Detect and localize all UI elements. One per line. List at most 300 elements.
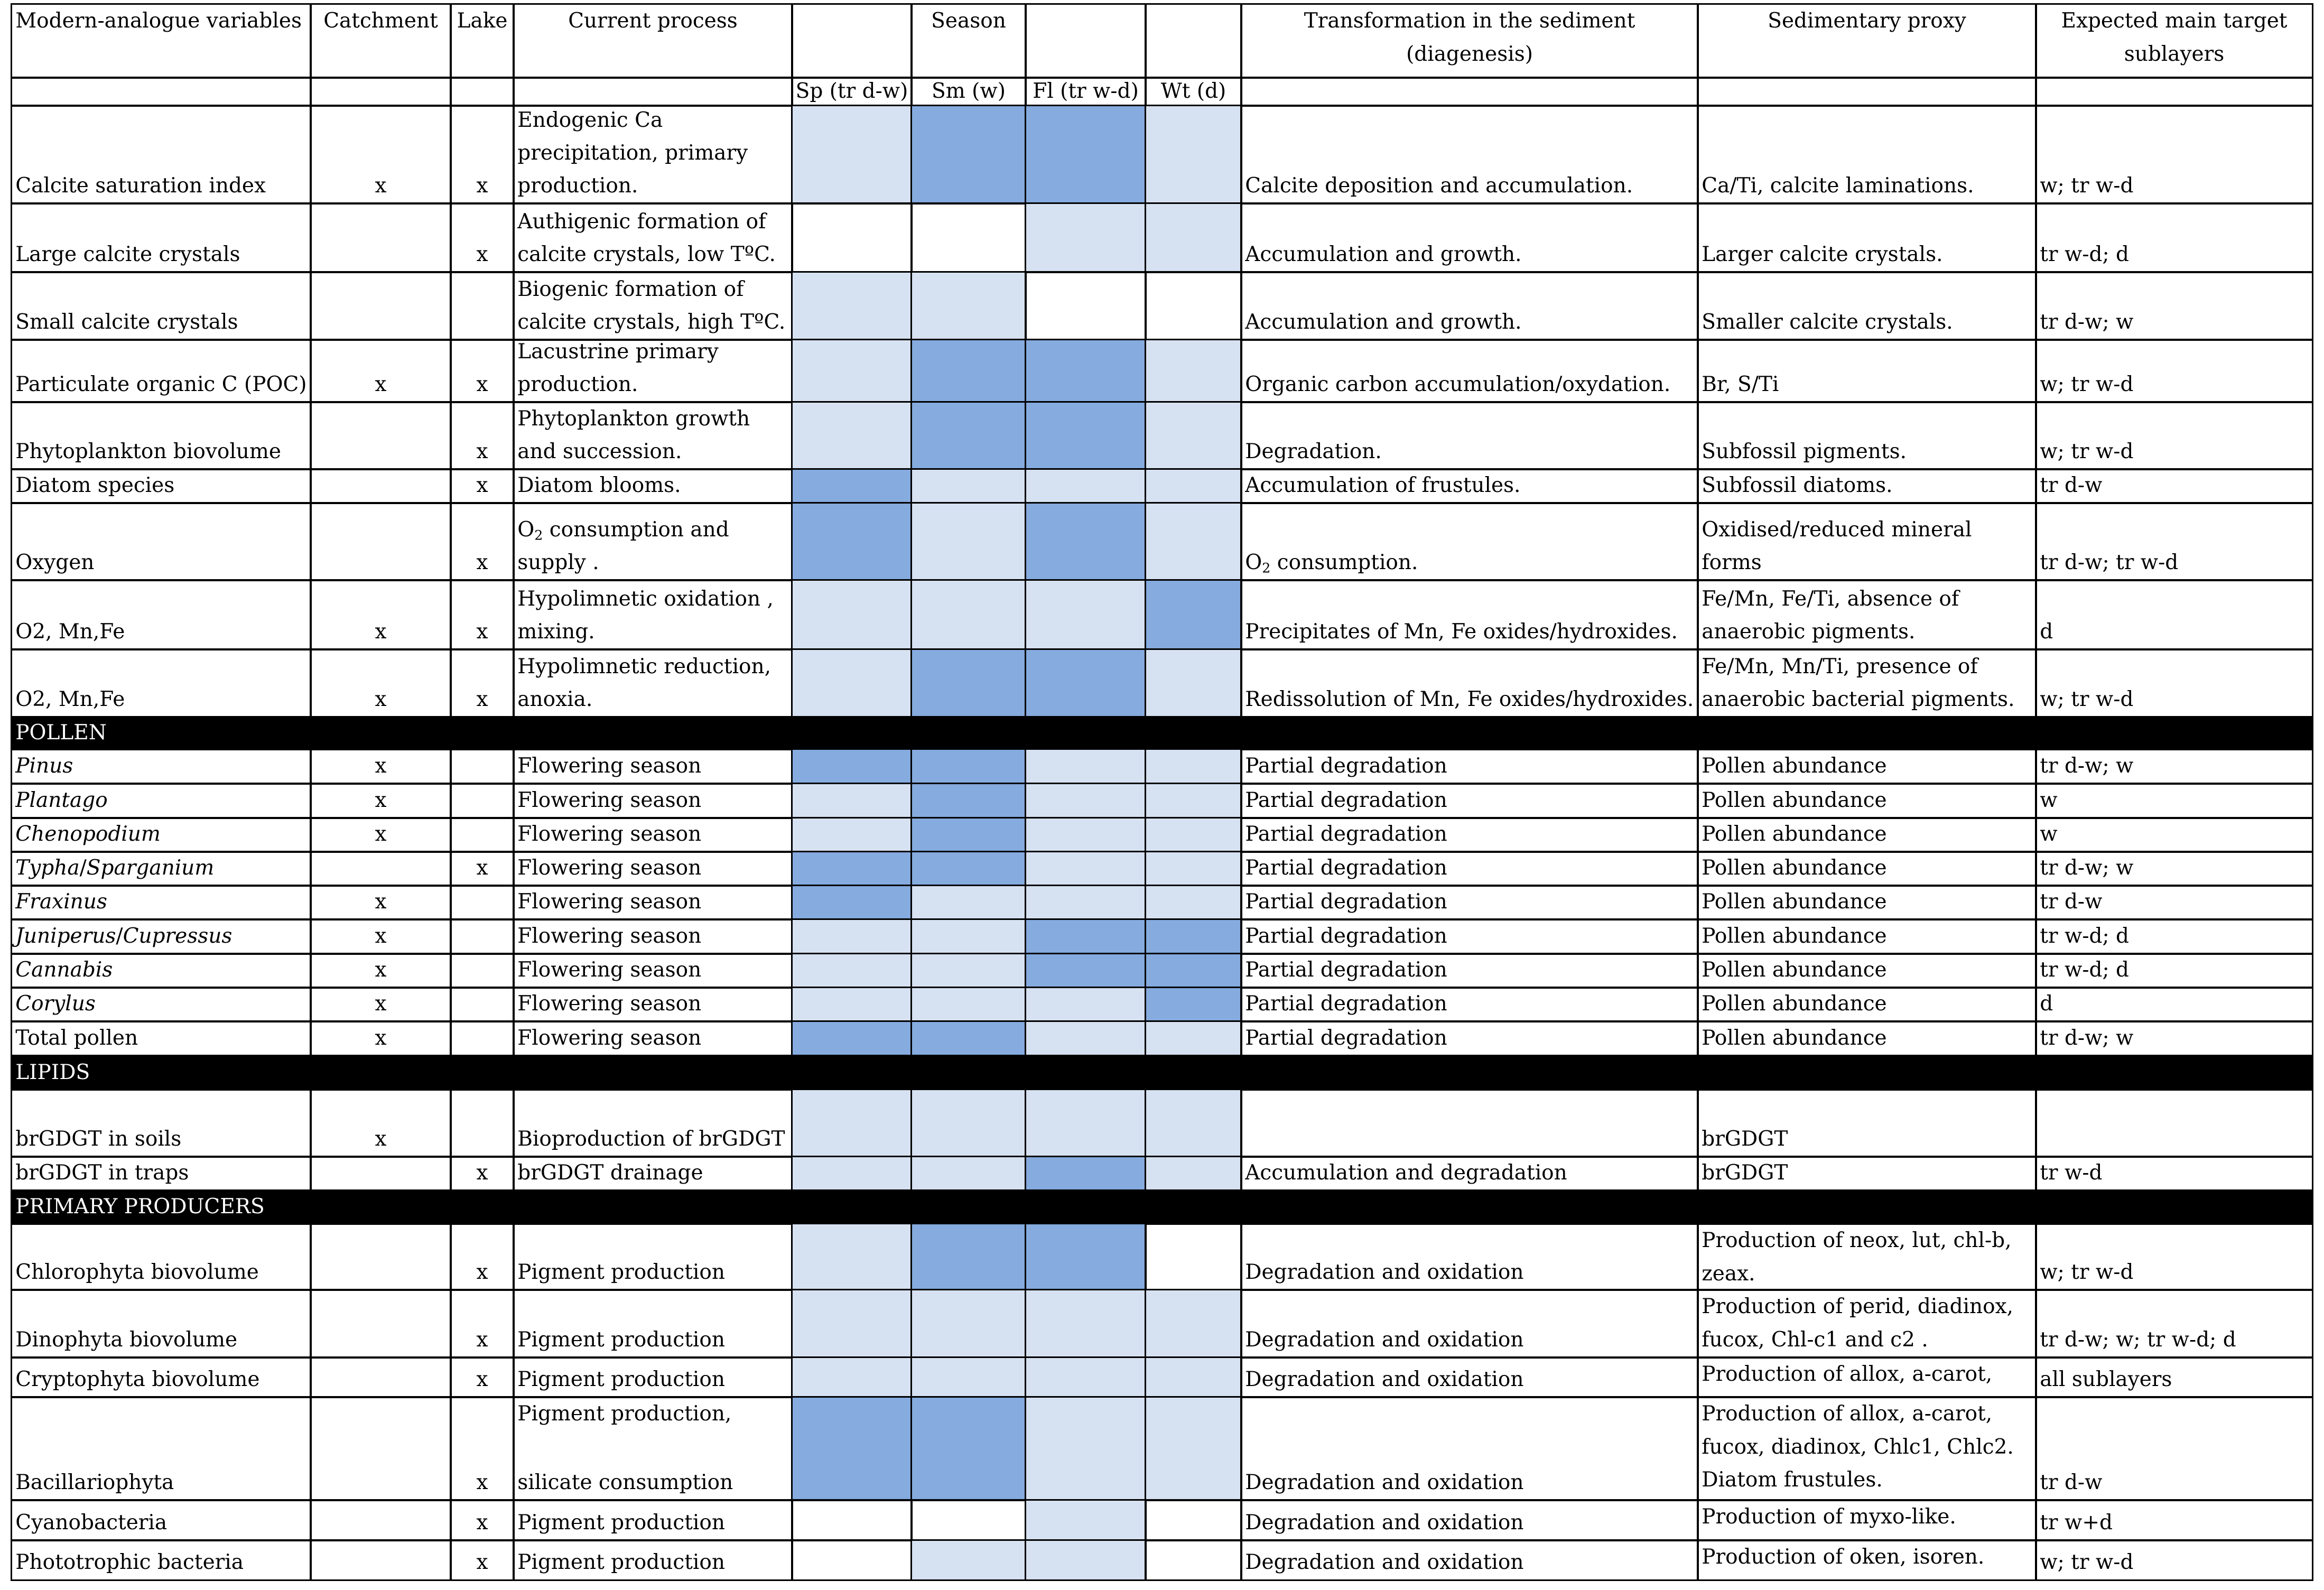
transformation-text: Partial degradation	[1245, 822, 1447, 847]
proxy-cell	[1697, 987, 2037, 1022]
variable-text: Corylus	[15, 992, 96, 1016]
variable-text: Total pollen	[15, 1026, 138, 1050]
transformation-cell	[1240, 1356, 1699, 1398]
lake-cell	[450, 1396, 515, 1501]
season-cell-spring	[791, 1396, 913, 1501]
header-blank-sp	[791, 3, 913, 79]
season-cell-spring	[791, 783, 913, 819]
season-cell-fall	[1025, 648, 1147, 718]
lake-cell	[450, 1499, 515, 1541]
season-cell-fall	[1025, 1539, 1147, 1581]
season-cell-summer	[910, 953, 1027, 989]
variable-text: O2, Mn,Fe	[15, 620, 125, 644]
variable-text: Oxygen	[15, 551, 95, 575]
section-header	[11, 1055, 2313, 1091]
catchment-mark: x	[375, 373, 387, 397]
season-col-label: Sm (w)	[932, 79, 1006, 104]
proxy-cell	[1697, 1499, 2037, 1541]
season-cell-fall	[1025, 1223, 1147, 1291]
transformation-cell	[1240, 1020, 1699, 1057]
proxy-cell	[1697, 401, 2037, 470]
process-cell	[513, 202, 793, 273]
variable-text: Cryptophyta biovolume	[15, 1368, 260, 1392]
catchment-mark: x	[375, 992, 387, 1016]
process-text: Flowering season	[517, 890, 702, 914]
target-text: w; tr w-d	[2040, 174, 2134, 198]
catchment-mark: x	[375, 1026, 387, 1050]
process-cell	[513, 1223, 793, 1291]
transformation-cell	[1240, 953, 1699, 989]
transformation-cell	[1240, 1396, 1699, 1501]
transformation-text: Accumulation and degradation	[1245, 1161, 1567, 1185]
variable-text-sep: /	[116, 924, 123, 949]
lake-mark: x	[476, 1550, 488, 1575]
variable-text: Fraxinus	[15, 890, 107, 914]
variable-text: Diatom species	[15, 473, 175, 498]
header-process[interactable]	[513, 3, 793, 79]
header-variables-label: Modern-analogue variables	[15, 9, 302, 33]
proxy-text: brGDGT	[1702, 1161, 1788, 1185]
lake-cell	[450, 817, 515, 853]
season-cell-fall	[1025, 105, 1147, 204]
target-text: tr w-d; d	[2040, 243, 2129, 267]
catchment-mark: x	[375, 822, 387, 847]
season-cell-fall	[1025, 918, 1147, 955]
process-cell	[513, 1156, 793, 1192]
process-cell	[513, 1089, 793, 1158]
season-cell-fall	[1025, 579, 1147, 650]
section-title: PRIMARY PRODUCERS	[15, 1195, 265, 1219]
transformation-cell	[1240, 851, 1699, 887]
transformation-text	[1245, 546, 1694, 579]
process-text: Flowering season	[517, 1026, 702, 1050]
variable-cell[interactable]	[11, 202, 312, 273]
catchment-cell	[310, 1396, 452, 1501]
process-text-sub: 2	[534, 527, 543, 543]
proxy-text: Smaller calcite crystals.	[1702, 310, 1953, 334]
target-text: tr w-d; d	[2040, 924, 2129, 949]
transformation-text: Accumulation and growth.	[1245, 243, 1522, 267]
process-cell	[513, 748, 793, 785]
header-season[interactable]	[910, 3, 1027, 79]
season-cell-spring	[791, 468, 913, 504]
season-cell-summer	[910, 748, 1027, 785]
proxy-cell	[1697, 918, 2037, 955]
season-cell-winter	[1145, 953, 1242, 989]
season-col-label: Wt (d)	[1160, 79, 1226, 104]
variable-cell[interactable]	[11, 1223, 312, 1291]
season-cell-summer	[910, 339, 1027, 403]
proxy-cell	[1697, 851, 2037, 887]
catchment-cell	[310, 339, 452, 403]
transformation-cell	[1240, 885, 1699, 920]
season-col-2[interactable]	[1025, 77, 1147, 107]
target-text: w; tr w-d	[2040, 687, 2134, 712]
proxy-cell	[1697, 748, 2037, 785]
target-cell	[2035, 953, 2313, 989]
proxy-cell	[1697, 579, 2037, 650]
catchment-cell	[310, 817, 452, 853]
season-cell-fall	[1025, 468, 1147, 504]
lake-cell	[450, 885, 515, 920]
variable-cell[interactable]	[11, 1089, 312, 1158]
proxy-cell	[1697, 953, 2037, 989]
variable-cell[interactable]	[11, 1499, 312, 1541]
subheader-blank	[11, 77, 312, 107]
header-catchment-label: Catchment	[323, 9, 438, 33]
process-text: Endogenic Ca precipitation, primary production.	[517, 108, 748, 198]
proxy-text: Pollen abundance	[1702, 958, 1887, 982]
transformation-cell	[1240, 401, 1699, 470]
transformation-cell	[1240, 1499, 1699, 1541]
catchment-cell	[310, 1089, 452, 1158]
subheader-blank	[1240, 77, 1699, 107]
variable-text: Plantago	[15, 788, 108, 813]
transformation-cell	[1240, 202, 1699, 273]
variable-cell[interactable]	[11, 468, 312, 504]
proxy-text: Ca/Ti, calcite laminations.	[1702, 174, 1974, 198]
header-proxy-label: Sedimentary proxy	[1768, 9, 1966, 33]
lake-cell	[450, 748, 515, 785]
process-text: Bioproduction of brGDGT	[517, 1127, 785, 1151]
header-catchment[interactable]	[310, 3, 452, 79]
season-cell-summer	[910, 918, 1027, 955]
lake-cell	[450, 918, 515, 955]
target-text: w; tr w-d	[2040, 1550, 2134, 1575]
variable-text: Large calcite crystals	[15, 243, 240, 267]
variable-text	[15, 852, 307, 885]
lake-cell	[450, 1089, 515, 1158]
catchment-cell	[310, 1289, 452, 1359]
proxy-text: Pollen abundance	[1702, 992, 1887, 1016]
variable-text: Chenopodium	[15, 822, 161, 847]
section-header	[11, 1189, 2313, 1225]
proxy-cell	[1697, 1539, 2037, 1581]
proxy-text: Pollen abundance	[1702, 822, 1887, 847]
variable-cell[interactable]	[11, 1356, 312, 1398]
catchment-cell	[310, 502, 452, 581]
proxy-cell	[1697, 817, 2037, 853]
header-season-label: Season	[931, 9, 1006, 33]
transformation-cell	[1240, 1223, 1699, 1291]
lake-cell	[450, 851, 515, 887]
season-cell-fall	[1025, 851, 1147, 887]
proxy-cell	[1697, 1089, 2037, 1158]
proxy-text: Production of allox, a-carot,	[1702, 1362, 1993, 1387]
proxy-cell	[1697, 1289, 2037, 1359]
target-text: tr w-d; d	[2040, 958, 2129, 982]
season-cell-summer	[910, 648, 1027, 718]
variable-cell[interactable]	[11, 339, 312, 403]
lake-cell	[450, 1356, 515, 1398]
process-cell	[513, 1499, 793, 1541]
target-text: w; tr w-d	[2040, 440, 2134, 464]
variable-cell[interactable]	[11, 271, 312, 341]
variable-cell[interactable]	[11, 885, 312, 920]
catchment-cell	[310, 885, 452, 920]
variable-cell[interactable]	[11, 851, 312, 887]
header-process-label: Current process	[568, 9, 738, 33]
target-cell	[2035, 1499, 2313, 1541]
variable-text: Pinus	[15, 754, 73, 778]
season-cell-spring	[791, 851, 913, 887]
transformation-cell	[1240, 1089, 1699, 1158]
catchment-cell	[310, 918, 452, 955]
season-cell-fall	[1025, 202, 1147, 273]
lake-cell	[450, 1539, 515, 1581]
proxy-text: Production of perid, diadinox, fucox, Chl-c1 and c2 .	[1702, 1295, 2014, 1352]
catchment-cell	[310, 1499, 452, 1541]
season-cell-winter	[1145, 783, 1242, 819]
target-cell	[2035, 783, 2313, 819]
transformation-cell	[1240, 1289, 1699, 1359]
variable-cell[interactable]	[11, 1396, 312, 1501]
variable-cell[interactable]	[11, 953, 312, 989]
variable-text: Chlorophyta biovolume	[15, 1260, 259, 1285]
proxy-cell	[1697, 1020, 2037, 1057]
variable-text-c: Sparganium	[86, 856, 215, 880]
variable-cell[interactable]	[11, 987, 312, 1022]
season-cell-summer	[910, 987, 1027, 1022]
catchment-cell	[310, 1020, 452, 1057]
transformation-cell	[1240, 817, 1699, 853]
process-text-pre: O	[517, 517, 535, 542]
variable-cell[interactable]	[11, 502, 312, 581]
season-cell-spring	[791, 1289, 913, 1359]
process-cell	[513, 1356, 793, 1398]
variable-text-c: Cupressus	[123, 924, 233, 949]
proxy-cell	[1697, 885, 2037, 920]
season-cell-spring	[791, 748, 913, 785]
variable-cell[interactable]	[11, 1289, 312, 1359]
season-cell-winter	[1145, 1396, 1242, 1501]
variable-cell[interactable]	[11, 817, 312, 853]
header-variables[interactable]	[11, 3, 312, 79]
proxy-text: Production of neox, lut, chl-b, zeax.	[1702, 1229, 2012, 1286]
catchment-cell	[310, 1156, 452, 1192]
catchment-cell	[310, 468, 452, 504]
season-col-1[interactable]	[910, 77, 1027, 107]
header-target[interactable]	[2035, 3, 2313, 79]
season-cell-fall	[1025, 1499, 1147, 1541]
lake-cell	[450, 987, 515, 1022]
season-cell-summer	[910, 579, 1027, 650]
season-cell-winter	[1145, 468, 1242, 504]
season-cell-spring	[791, 271, 913, 341]
transformation-text: Calcite deposition and accumulation.	[1245, 174, 1633, 198]
season-cell-summer	[910, 1156, 1027, 1192]
season-cell-winter	[1145, 271, 1242, 341]
subheader-blank	[2035, 77, 2313, 107]
transformation-cell	[1240, 783, 1699, 819]
variable-cell[interactable]	[11, 1156, 312, 1192]
target-cell	[2035, 202, 2313, 273]
variable-cell[interactable]	[11, 579, 312, 650]
lake-cell	[450, 401, 515, 470]
lake-mark: x	[476, 373, 488, 397]
subheader-blank	[513, 77, 793, 107]
process-text: Flowering season	[517, 958, 702, 982]
header-blank-wt	[1145, 3, 1242, 79]
season-cell-spring	[791, 1356, 913, 1398]
target-cell	[2035, 817, 2313, 853]
lake-cell	[450, 468, 515, 504]
lake-cell	[450, 1289, 515, 1359]
season-col-0[interactable]	[791, 77, 913, 107]
lake-cell	[450, 105, 515, 204]
season-cell-summer	[910, 1499, 1027, 1541]
process-cell	[513, 648, 793, 718]
target-text: tr d-w; w; tr w-d; d	[2040, 1328, 2236, 1352]
target-text: tr d-w; w	[2040, 1026, 2134, 1050]
lake-cell	[450, 953, 515, 989]
header-transformation-label: Transformation in the sediment (diagenesis)	[1304, 9, 1635, 66]
variable-cell[interactable]	[11, 918, 312, 955]
season-cell-winter	[1145, 748, 1242, 785]
process-text: Diatom blooms.	[517, 473, 681, 498]
target-cell	[2035, 885, 2313, 920]
variable-cell[interactable]	[11, 401, 312, 470]
lake-mark: x	[476, 1161, 488, 1185]
catchment-mark: x	[375, 924, 387, 949]
season-cell-spring	[791, 579, 913, 650]
season-cell-spring	[791, 401, 913, 470]
season-cell-spring	[791, 953, 913, 989]
variable-text: Bacillariophyta	[15, 1471, 174, 1495]
season-cell-winter	[1145, 648, 1242, 718]
lake-mark: x	[476, 440, 488, 464]
variable-text: O2, Mn,Fe	[15, 687, 125, 712]
target-cell	[2035, 1156, 2313, 1192]
transformation-text: Partial degradation	[1245, 992, 1447, 1016]
variable-text: Cannabis	[15, 958, 113, 982]
variable-cell[interactable]	[11, 1539, 312, 1581]
variable-text: Phytoplankton biovolume	[15, 440, 281, 464]
proxy-text: Pollen abundance	[1702, 788, 1887, 813]
proxy-text: Pollen abundance	[1702, 856, 1887, 880]
header-lake[interactable]	[450, 3, 515, 79]
proxy-cell	[1697, 783, 2037, 819]
season-cell-winter	[1145, 1539, 1242, 1581]
proxy-cell	[1697, 1223, 2037, 1291]
season-cell-summer	[910, 271, 1027, 341]
transformation-text: Precipitates of Mn, Fe oxides/hydroxides.	[1245, 620, 1678, 644]
season-cell-fall	[1025, 783, 1147, 819]
process-text: Flowering season	[517, 754, 702, 778]
process-cell	[513, 468, 793, 504]
season-cell-winter	[1145, 202, 1242, 273]
target-cell	[2035, 468, 2313, 504]
proxy-cell	[1697, 339, 2037, 403]
transformation-cell	[1240, 468, 1699, 504]
season-cell-spring	[791, 339, 913, 403]
process-cell	[513, 401, 793, 470]
transformation-cell	[1240, 502, 1699, 581]
proxy-cell	[1697, 105, 2037, 204]
season-cell-fall	[1025, 987, 1147, 1022]
process-text: Hypolimnetic reduction, anoxia.	[517, 654, 771, 712]
catchment-cell	[310, 271, 452, 341]
transformation-text: Degradation.	[1245, 440, 1382, 464]
season-cell-spring	[791, 1539, 913, 1581]
season-cell-winter	[1145, 987, 1242, 1022]
process-cell	[513, 271, 793, 341]
target-cell	[2035, 1539, 2313, 1581]
catchment-cell	[310, 401, 452, 470]
lake-cell	[450, 1020, 515, 1057]
variable-text: Dinophyta biovolume	[15, 1328, 238, 1352]
catchment-cell	[310, 851, 452, 887]
proxy-cell	[1697, 202, 2037, 273]
season-cell-spring	[791, 918, 913, 955]
target-text: w	[2040, 822, 2058, 847]
season-cell-summer	[910, 1223, 1027, 1291]
variable-text: Cyanobacteria	[15, 1511, 168, 1535]
header-transformation[interactable]	[1240, 3, 1699, 79]
season-cell-fall	[1025, 1089, 1147, 1158]
lake-mark: x	[476, 1328, 488, 1352]
section-header	[11, 716, 2313, 750]
variable-cell[interactable]	[11, 105, 312, 204]
transformation-cell	[1240, 748, 1699, 785]
proxy-cell	[1697, 271, 2037, 341]
season-col-3[interactable]	[1145, 77, 1242, 107]
lake-mark: x	[476, 620, 488, 644]
transformation-text: Accumulation of frustules.	[1245, 473, 1521, 498]
season-cell-spring	[791, 1223, 913, 1291]
header-proxy[interactable]	[1697, 3, 2037, 79]
season-cell-winter	[1145, 1020, 1242, 1057]
process-text: Phytoplankton growth and succession.	[517, 406, 750, 464]
target-text: tr d-w; tr w-d	[2040, 551, 2179, 575]
season-cell-fall	[1025, 1289, 1147, 1359]
target-cell	[2035, 401, 2313, 470]
lake-cell	[450, 502, 515, 581]
season-cell-fall	[1025, 502, 1147, 581]
season-cell-fall	[1025, 271, 1147, 341]
lake-cell	[450, 1156, 515, 1192]
transformation-cell	[1240, 271, 1699, 341]
variable-cell[interactable]	[11, 783, 312, 819]
variable-cell[interactable]	[11, 648, 312, 718]
season-cell-fall	[1025, 748, 1147, 785]
season-cell-summer	[910, 401, 1027, 470]
variable-text: Calcite saturation index	[15, 174, 266, 198]
target-cell	[2035, 1020, 2313, 1057]
subheader-blank	[1697, 77, 2037, 107]
lake-mark: x	[476, 856, 488, 880]
header-lake-label: Lake	[457, 9, 508, 33]
variable-cell[interactable]	[11, 1020, 312, 1057]
proxy-cell	[1697, 1396, 2037, 1501]
proxy-text: brGDGT	[1702, 1127, 1788, 1151]
season-cell-summer	[910, 1020, 1027, 1057]
transformation-text: Degradation and oxidation	[1245, 1511, 1524, 1535]
process-text: Hypolimnetic oxidation , mixing.	[517, 587, 774, 644]
process-text: Flowering season	[517, 856, 702, 880]
proxy-cell	[1697, 1356, 2037, 1398]
season-cell-spring	[791, 648, 913, 718]
variable-cell[interactable]	[11, 748, 312, 785]
process-cell	[513, 105, 793, 204]
target-cell	[2035, 987, 2313, 1022]
proxy-text: Subfossil diatoms.	[1702, 473, 1893, 498]
process-cell	[513, 1289, 793, 1359]
process-cell	[513, 783, 793, 819]
process-text: Pigment production	[517, 1511, 725, 1535]
transformation-text: Degradation and oxidation	[1245, 1368, 1524, 1392]
season-cell-winter	[1145, 502, 1242, 581]
